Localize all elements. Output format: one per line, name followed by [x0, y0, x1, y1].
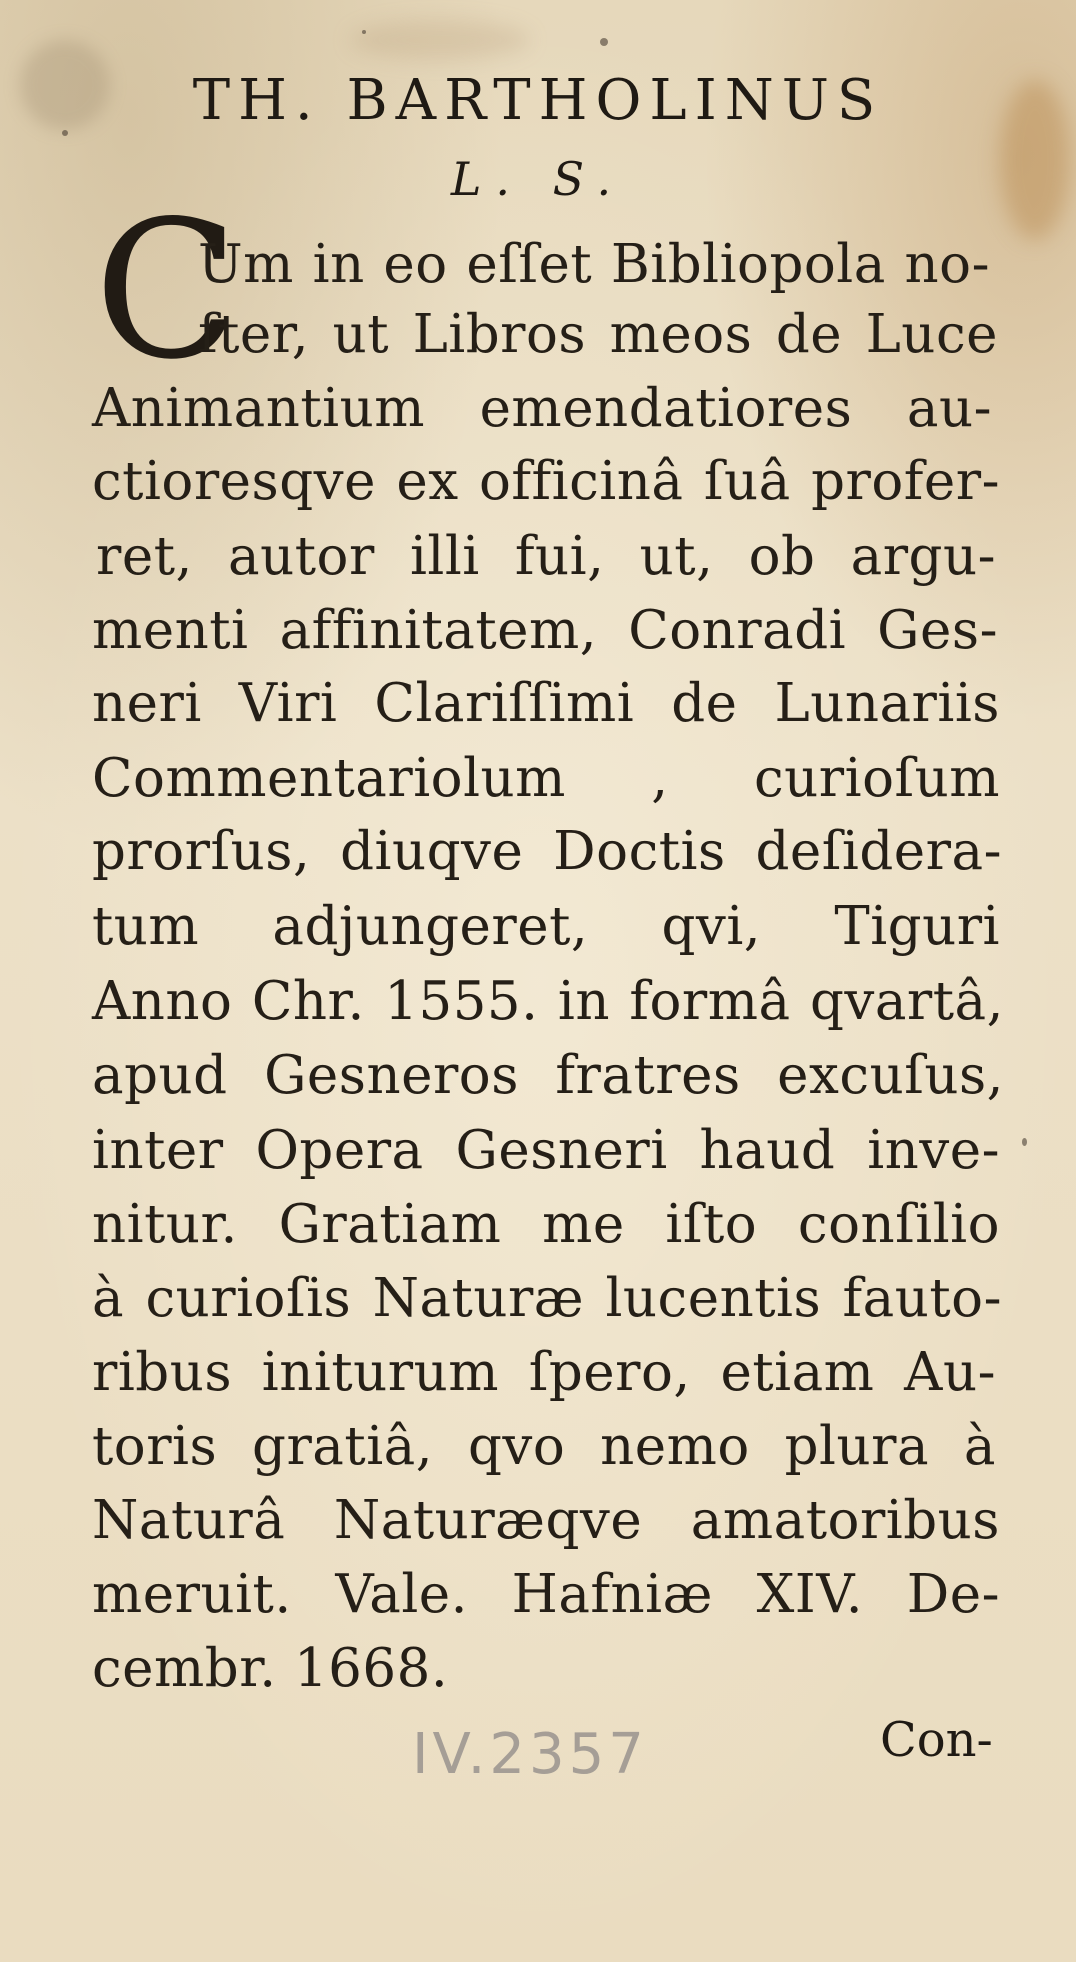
page-heading: TH. BARTHOLINUS	[192, 68, 884, 133]
shelfmark-stamp: IV.2357	[412, 1722, 648, 1787]
text-line: ret, autor illi fui, ut, ob argu-	[96, 526, 996, 587]
text-line: apud Gesneros fratres excuſus,	[92, 1045, 1004, 1106]
salutation-initials: L. S.	[450, 152, 626, 206]
text-line: Anno Chr. 1555. in formâ qvartâ,	[92, 971, 1004, 1032]
text-line: Um in eo eſſet Bibliopola no-	[198, 234, 990, 295]
text-line-last: cembr. 1668.	[92, 1638, 449, 1699]
text-line: tum adjungeret, qvi, Tiguri	[92, 896, 1000, 957]
catchword: Con-	[880, 1712, 993, 1768]
text-line: toris gratiâ, qvo nemo plura à	[92, 1416, 996, 1477]
text-line: nitur. Gratiam me iſto conſilio	[92, 1194, 1000, 1255]
text-line: inter Opera Gesneri haud inve-	[92, 1120, 1000, 1181]
text-line: menti affinitatem, Conradi Ges-	[92, 600, 998, 661]
text-line: neri Viri Clariſſimi de Lunariis	[92, 673, 1000, 734]
text-line: prorſus, diuqve Doctis deſidera-	[92, 821, 1002, 882]
text-line: Commentariolum , curioſum	[92, 748, 1000, 809]
text-line: ctioresqve ex officinâ ſuâ profer-	[92, 451, 1000, 512]
drop-capital: C	[94, 180, 240, 401]
text-line: Animantium emendatiores au-	[92, 378, 992, 439]
text-line: Naturâ Naturæqve amatoribus	[92, 1490, 1000, 1551]
text-line: ribus initurum ſpero, etiam Au-	[92, 1342, 996, 1403]
text-line: meruit. Vale. Hafniæ XIV. De-	[92, 1564, 1000, 1625]
text-line: à curioſis Naturæ lucentis fauto-	[92, 1268, 1002, 1329]
text-line: ſter, ut Libros meos de Luce	[198, 304, 998, 365]
